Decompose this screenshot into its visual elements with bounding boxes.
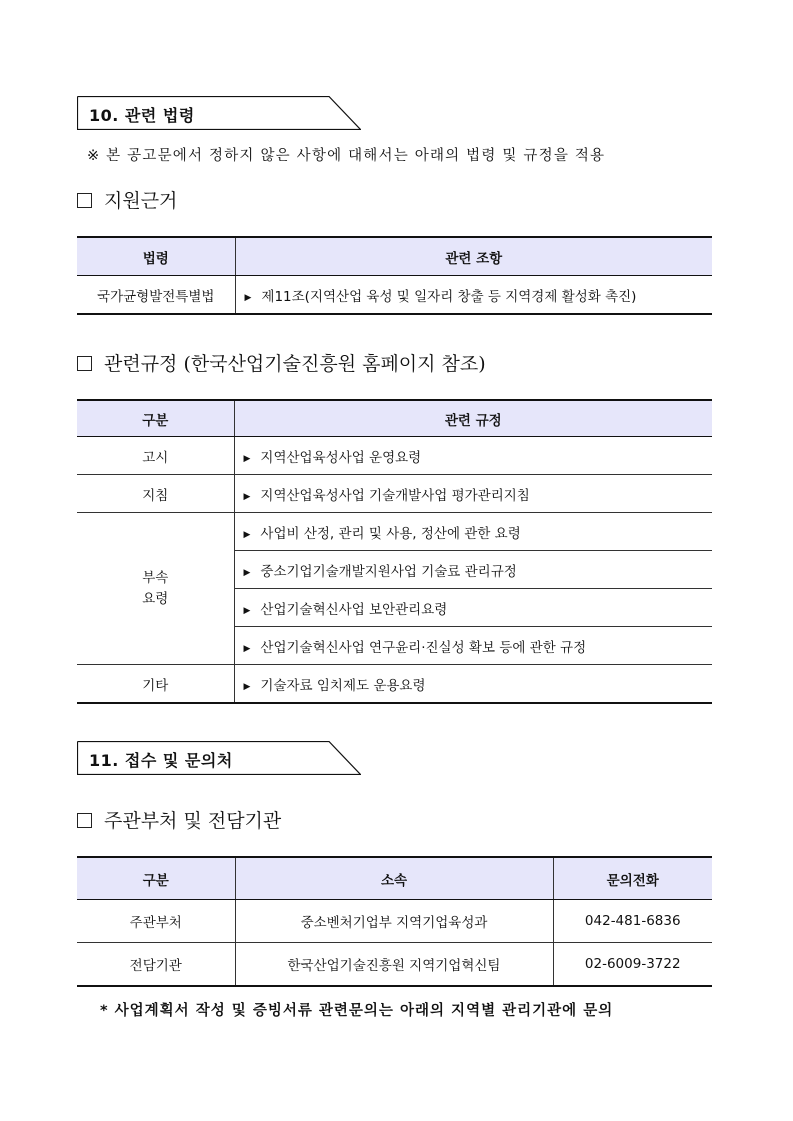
basis-table xyxy=(77,236,712,315)
category-cell: 기타 xyxy=(77,665,234,704)
column-header: 소속 xyxy=(235,857,553,900)
regulation-text: 지역산업육성사업 운영요령 xyxy=(260,449,422,466)
column-header: 관련 조항 xyxy=(235,237,712,276)
triangle-right-icon: ▶ xyxy=(243,681,251,692)
empty-square-icon xyxy=(77,356,92,371)
category-cell: 주관부처 xyxy=(77,900,235,943)
table-row xyxy=(77,665,712,704)
triangle-right-icon: ▶ xyxy=(243,567,251,578)
triangle-right-icon: ▶ xyxy=(243,643,251,654)
regulation-cell xyxy=(234,437,712,475)
table-row xyxy=(77,513,712,551)
regulations-table xyxy=(77,399,712,704)
regulation-cell xyxy=(234,513,712,551)
column-header: 법령 xyxy=(77,237,235,276)
contacts-heading-text: 주관부처 및 전담기관 xyxy=(104,810,282,832)
column-header: 구분 xyxy=(77,400,234,437)
basis-heading-text: 지원근거 xyxy=(104,190,178,212)
regulation-text: 중소기업기술개발지원사업 기술료 관리규정 xyxy=(260,563,517,580)
empty-square-icon xyxy=(77,193,92,208)
table-row xyxy=(77,475,712,513)
regulation-cell xyxy=(234,589,712,627)
contacts-table xyxy=(77,856,712,987)
regulation-text: 산업기술혁신사업 연구윤리·진실성 확보 등에 관한 규정 xyxy=(260,639,587,656)
section-11-header xyxy=(77,741,361,775)
regulation-cell xyxy=(234,665,712,704)
column-header: 구분 xyxy=(77,857,235,900)
table-row xyxy=(77,437,712,475)
column-header: 관련 규정 xyxy=(234,400,712,437)
org-cell: 한국산업기술진흥원 지역기업혁신팀 xyxy=(235,943,553,987)
category-cell: 지침 xyxy=(77,475,234,513)
regulation-text: 사업비 산정, 관리 및 사용, 정산에 관한 요령 xyxy=(260,525,521,542)
footnote-text: * 사업계획서 작성 및 증빙서류 관련문의는 아래의 지역별 관리기관에 문의 xyxy=(100,1003,614,1019)
regulation-text: 산업기술혁신사업 보안관리요령 xyxy=(260,601,448,618)
notice-text: ※ 본 공고문에서 정하지 않은 사항에 대해서는 아래의 법령 및 규정을 적용 xyxy=(87,148,606,164)
table-row xyxy=(77,900,712,943)
contacts-subheading xyxy=(77,806,281,833)
table-header-row xyxy=(77,237,712,276)
law-cell: 국가균형발전특별법 xyxy=(77,276,235,315)
phone-cell: 02-6009-3722 xyxy=(553,943,712,987)
category-cell: 고시 xyxy=(77,437,234,475)
category-cell: 부속 요령 xyxy=(77,513,234,665)
table-header-row xyxy=(77,400,712,437)
category-cell: 전담기관 xyxy=(77,943,235,987)
triangle-right-icon: ▶ xyxy=(243,529,251,540)
org-cell: 중소벤처기업부 지역기업육성과 xyxy=(235,900,553,943)
basis-subheading xyxy=(77,186,177,213)
clause-cell xyxy=(235,276,712,315)
triangle-right-icon: ▶ xyxy=(243,453,251,464)
regulation-cell xyxy=(234,551,712,589)
section-11-title: 11. 접수 및 문의처 xyxy=(89,751,233,770)
regulation-text: 지역산업육성사업 기술개발사업 평가관리지침 xyxy=(260,487,530,504)
table-row xyxy=(77,276,712,315)
clause-text: 제11조(지역산업 육성 및 일자리 창출 등 지역경제 활성화 촉진) xyxy=(261,288,637,305)
triangle-right-icon: ▶ xyxy=(244,292,252,303)
section-10-header xyxy=(77,96,361,130)
regulation-cell xyxy=(234,627,712,665)
regulations-subheading xyxy=(77,349,486,376)
empty-square-icon xyxy=(77,813,92,828)
triangle-right-icon: ▶ xyxy=(243,605,251,616)
phone-cell: 042-481-6836 xyxy=(553,900,712,943)
regulations-heading-text: 관련규정 (한국산업기술진흥원 홈페이지 참조) xyxy=(104,353,486,375)
triangle-right-icon: ▶ xyxy=(243,491,251,502)
table-row xyxy=(77,943,712,987)
regulation-cell xyxy=(234,475,712,513)
table-header-row xyxy=(77,857,712,900)
section-10-title: 10. 관련 법령 xyxy=(89,106,195,125)
column-header: 문의전화 xyxy=(553,857,712,900)
regulation-text: 기술자료 임치제도 운용요령 xyxy=(260,677,426,694)
